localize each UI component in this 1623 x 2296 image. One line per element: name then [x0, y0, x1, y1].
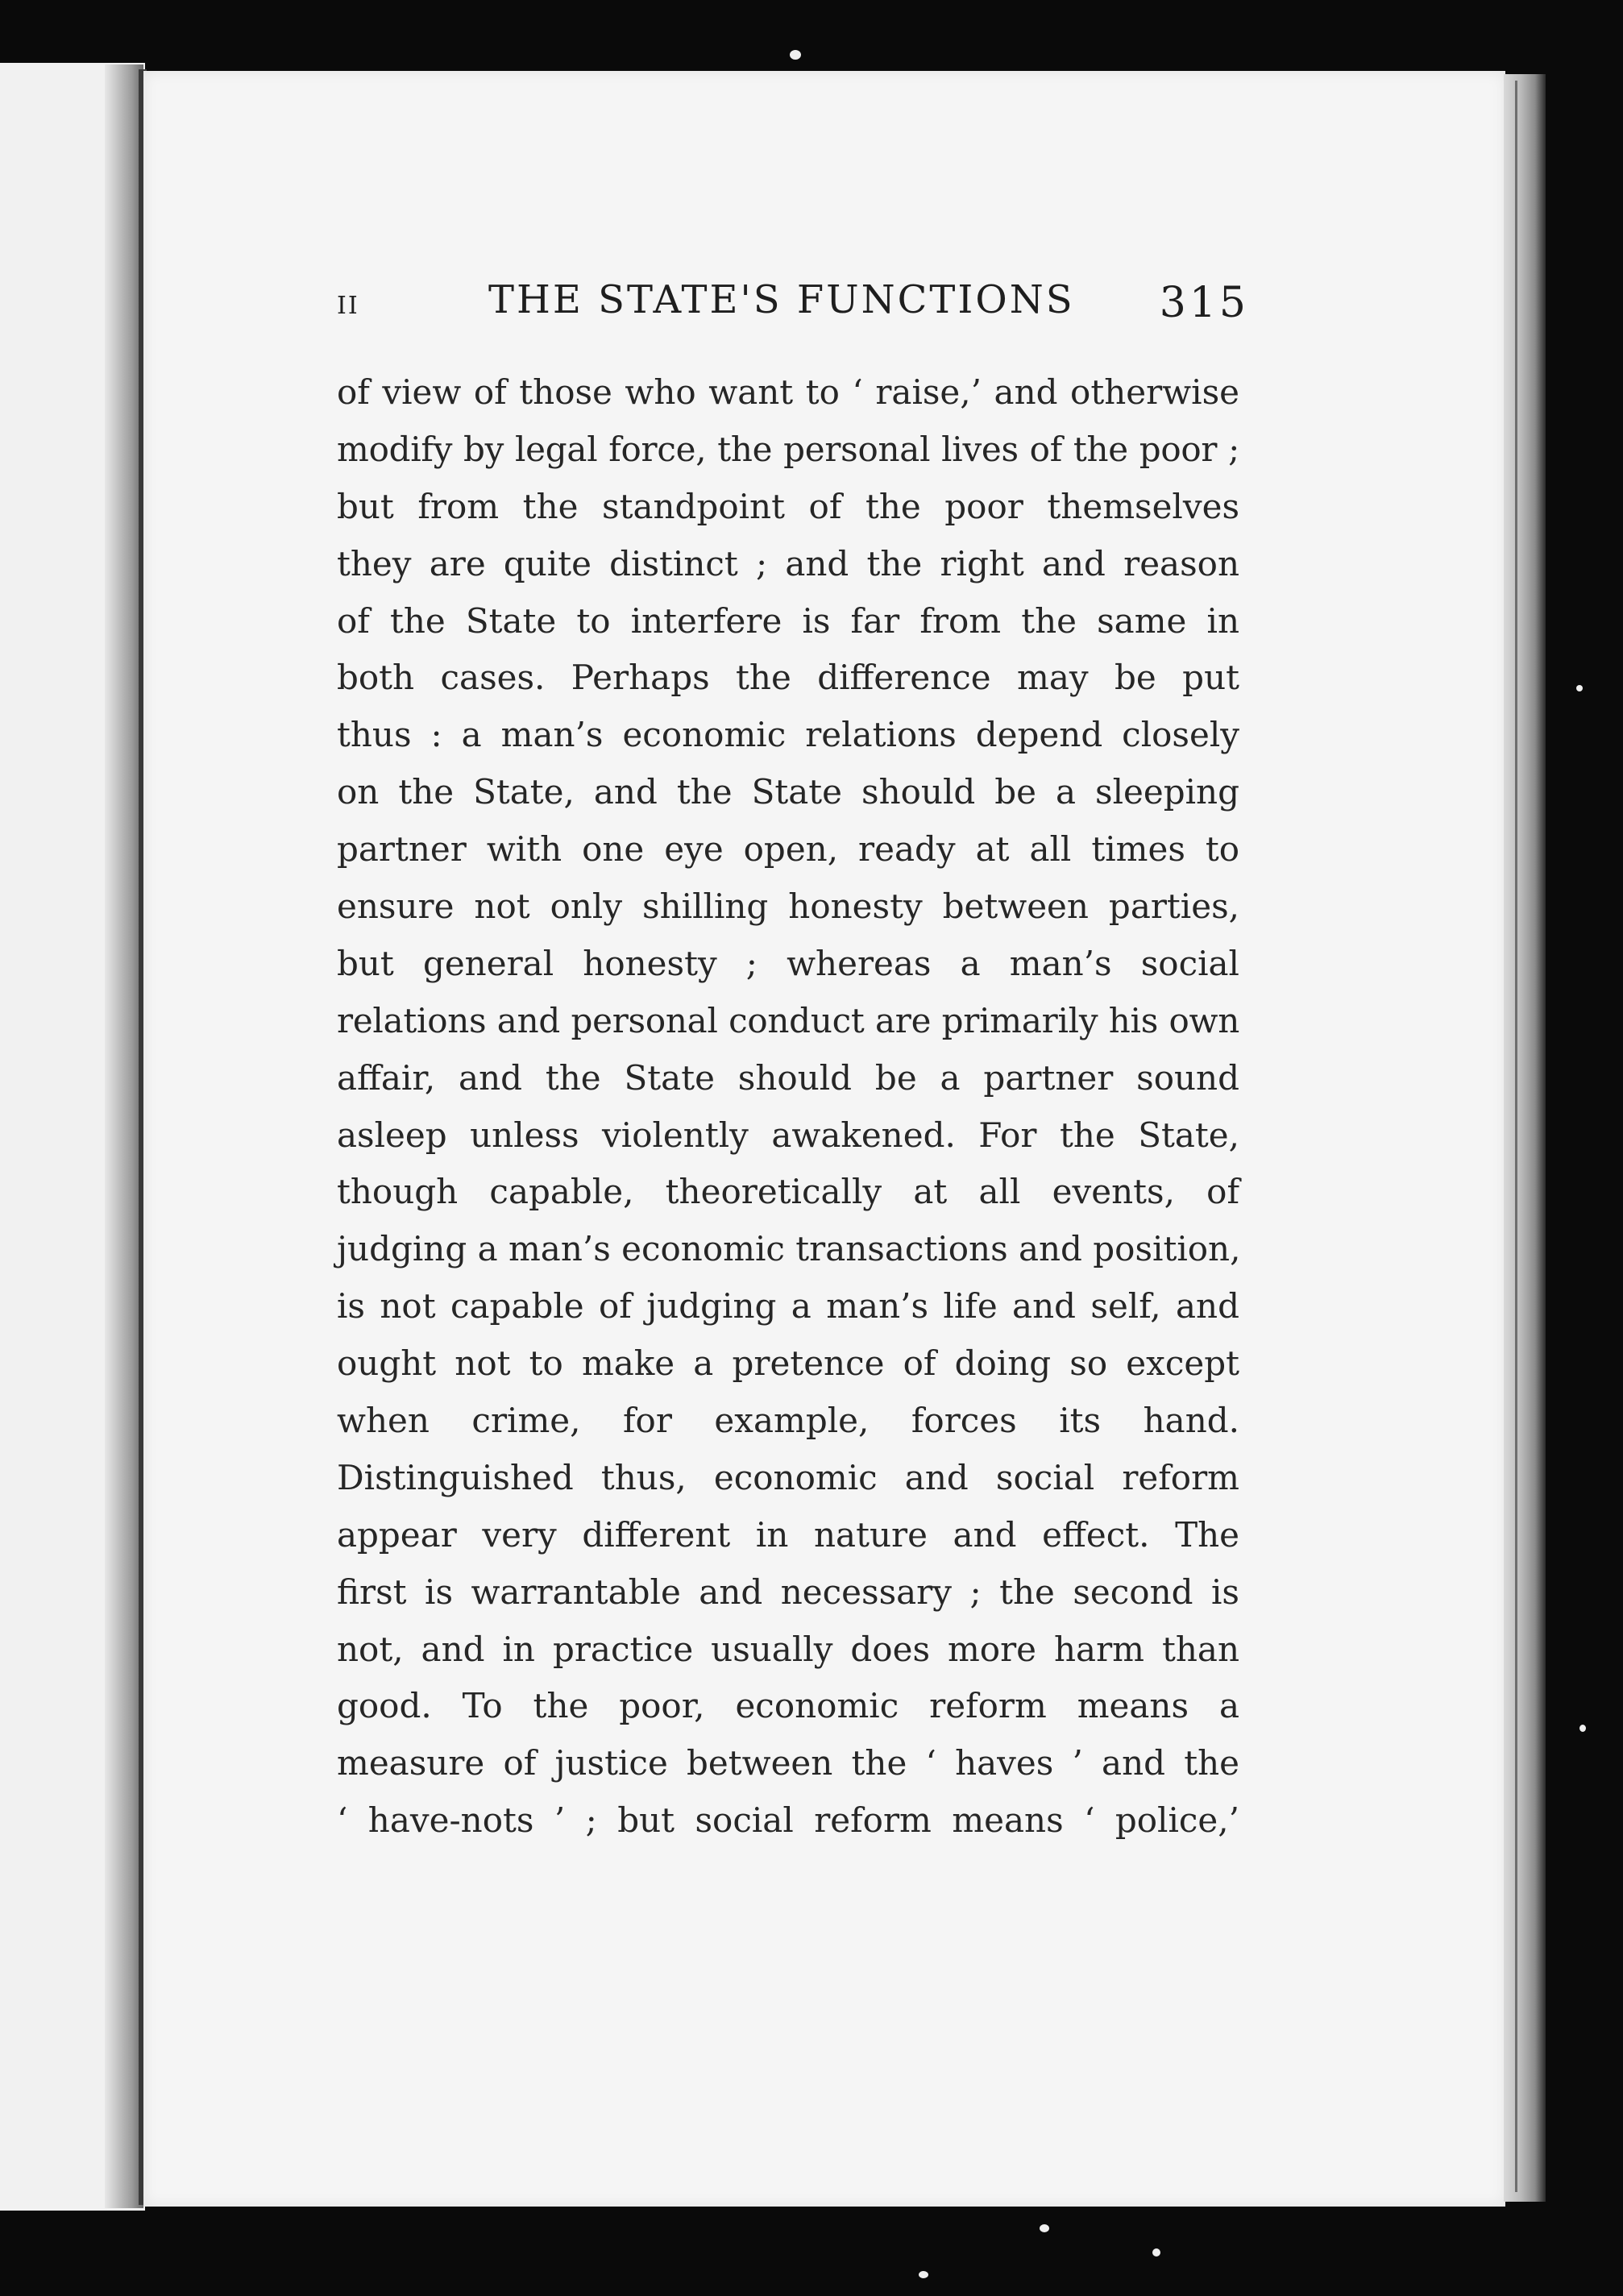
running-head: [337, 274, 1249, 338]
scan-speck: [1579, 1725, 1586, 1732]
text-line: good. To the poor, economic reform means a: [337, 1686, 1239, 1726]
text-line: first is warrantable and necessary ; the second is: [337, 1571, 1239, 1612]
scan-speck: [1040, 2224, 1049, 2232]
facing-page-shadow: [105, 64, 143, 2208]
chapter-number: II: [337, 292, 359, 320]
text-line: appear very different in nature and effect. The: [337, 1514, 1239, 1555]
text-line: ought not to make a pretence of doing so except: [337, 1343, 1239, 1384]
text-line: both cases. Perhaps the difference may be put: [337, 658, 1239, 698]
text-line: of view of those who want to ‘ raise,’ and otherwise: [337, 372, 1239, 412]
page-edge-line: [1515, 81, 1517, 2192]
text-line: is not capable of judging a man’s life and self, and: [337, 1286, 1239, 1327]
text-line: judging a man’s economic transactions and position,: [337, 1229, 1241, 1269]
text-line: of the State to interfere is far from the same in: [337, 600, 1239, 641]
text-line: not, and in practice usually does more harm than: [337, 1629, 1239, 1669]
text-line: on the State, and the State should be a sleeping: [337, 772, 1239, 812]
page-stack-edge: [1504, 74, 1546, 2202]
running-title: THE STATE'S FUNCTIONS: [488, 277, 1075, 322]
scan-speck: [919, 2271, 928, 2278]
scan-speck: [1152, 2248, 1160, 2257]
text-line: thus : a man’s economic relations depend closely: [337, 715, 1239, 755]
text-line: relations and personal conduct are primarily his own: [337, 1000, 1239, 1040]
text-line: measure of justice between the ‘ haves ’ and the: [337, 1743, 1239, 1783]
text-line: asleep unless violently awakened. For the State,: [337, 1115, 1239, 1155]
text-line: partner with one eye open, ready at all times to: [337, 829, 1239, 870]
scan-speck: [1576, 685, 1583, 691]
text-line: though capable, theoretically at all events, of: [337, 1172, 1239, 1212]
text-line: but from the standpoint of the poor themselves: [337, 486, 1239, 526]
text-line: Distinguished thus, economic and social reform: [337, 1457, 1239, 1497]
text-line: ‘ have-nots ’ ; but social reform means ‘ police,’: [337, 1800, 1239, 1841]
text-line: modify by legal force, the personal lives of the poor ;: [337, 429, 1239, 469]
scan-speck: [790, 50, 801, 60]
text-line: affair, and the State should be a partner sound: [337, 1057, 1239, 1098]
text-line: they are quite distinct ; and the right and reason: [337, 543, 1239, 583]
text-line: when crime, for example, forces its hand.: [337, 1401, 1239, 1441]
page-number: 315: [1159, 279, 1249, 327]
text-line: ensure not only shilling honesty between parties,: [337, 886, 1239, 927]
text-line: but general honesty ; whereas a man’s social: [337, 943, 1239, 983]
body-paragraph: [337, 364, 1239, 1850]
